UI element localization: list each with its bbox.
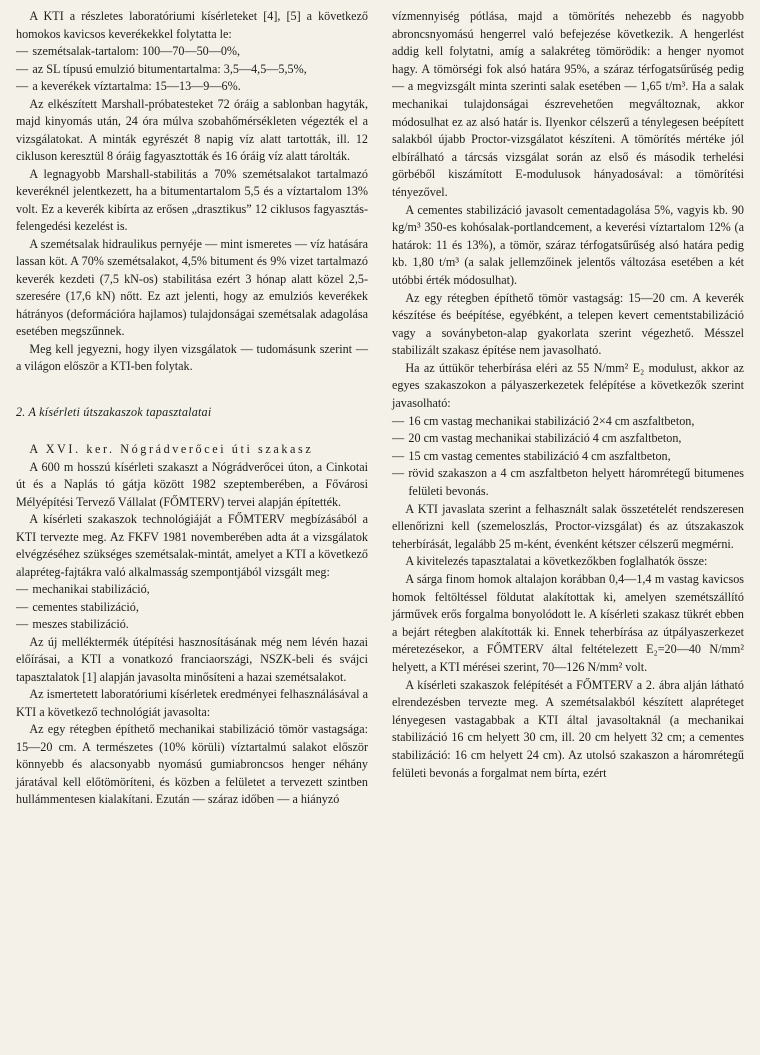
paragraph: vízmennyiség pótlása, majd a tömörítés nehezebb és nagyobb abroncsnyomású hengerrel való befejezése következik. A hengerlést addig kell folytatni, amíg a salakréteg tömörödik: a henger nyomot hagy. A tömörségi fok alsó határa 95%, a száraz térfogatsűrűség pedig — a megvizsgált minta szerinti salak esetében — 1,65 t/m³. Ha a salak mechanikai tulajdonságai észrevehetően megváltoznak, akkor módosulhat ez az alsó határ is. Ilyenkor célszerű a ténylegesen beépített salakból újabb Proctor-vizsgálatot készíteni. A tömörítés mértéke jól elbírálható a tárcsás vizsgálat során az első és második terhelési görbéből kiszámított E-modulusok hányadosával: a tömörítési tényezővel.: [392, 9, 744, 199]
paragraph: A cementes stabilizáció javasolt cementadagolása 5%, vagyis kb. 90 kg/m³ 350-es kohósalak-portlandcement, a keverési víztartalom 12% (a határok: 11 és 13%), a tömör, száraz térfogatsűrűség alsó határa pedig kb. 1,80 t/m³ (a salak jellemzőinek jelentős változása esetében a két utóbbi érték módosulhat).: [392, 202, 744, 287]
paragraph: A KTI a részletes laboratóriumi kísérleteket [4], [5] a következő homokos kavicsos keverékekkel folytatta le:: [16, 9, 368, 41]
right-column: [392, 8, 744, 1055]
paragraph: A legnagyobb Marshall-stabilitás a 70% szemétsalakot tartalmazó keveréknél jelentkezett, ha a bitumentartalom 5,5 és a víztartalom 13% volt. Ez a keverék kibírta az erősen „drasztikus” 12 ciklusos fagyasztás-felengedési kezelést is.: [16, 166, 368, 233]
list-item: — rövid szakaszon a 4 cm aszfaltbeton helyett háromrétegű bitumenes felületi bevonás.: [392, 465, 744, 500]
left-column: [16, 8, 368, 1055]
paragraph: Az új melléktermék útépítési hasznosításának még nem lévén hazai előírásai, a KTI a vonatkozó franciaországi, NSZK-beli és svájci tapasztalatok [1] alapján javasolta minősíteni a hazai szemétsalakot.: [16, 634, 368, 684]
paragraph: A KTI javaslata szerint a felhasznált salak összetételét rendszeresen ellenőrizni kell (szemeloszlás, Proctor-vizsgálat) és az útszakaszok teherbírását, legalább 25 m-ként, évenként kétszer célszerű megmérni.: [392, 501, 744, 551]
paragraph: Az egy rétegben építhető tömör vastagság: 15—20 cm. A keverék készítése és beépítése, egyébként, a telepen kevert cementstabilizáció vagy a soványbeton-alap gyakorlata szerint végezhető. Mésszel stabilizált szakasz építése nem javasolható.: [392, 290, 744, 358]
list-item: — cementes stabilizáció,: [16, 599, 368, 617]
paragraph: A szemétsalak hidraulikus pernyéje — mint ismeretes — víz hatására lassan köt. A 70% szemétsalakot, 4,5% bitument és 9% vizet tartalmazó keverék kezdeti (7,5 kN-os) stabilitása ezért 3 hónap alatt közel 2,5-szeresére (17,6 kN) nőtt. Ez azt jelenti, hogy az emulziós keverékek hátrányos (deformációra hajlamos) tulajdonságai szemétsalak adagolása esetében megszűnnek.: [16, 236, 368, 338]
paragraph: Az ismertetett laboratóriumi kísérletek eredményei felhasználásával a KTI a következő technológiát javasolta:: [16, 687, 368, 719]
subsection-title: A XVI. ker. Nógrádverőcei úti szakasz: [29, 442, 314, 456]
list-item: — az SL típusú emulzió bitumentartalma: 3,5—4,5—5,5%,: [16, 61, 368, 79]
list-item: — 20 cm vastag mechanikai stabilizáció 4 cm aszfaltbeton,: [392, 430, 744, 448]
paragraph: A sárga finom homok altalajon korábban 0,4—1,4 m vastag kavicsos homok feltöltéssel földutat alakítottak ki, amelyen szemétszállító járművek erős forgalma bonyolódott le. A kísérleti szakasz tükrét ebben a bejárt rétegben alakították ki. Ennek teherbírása az útpályaszerkezet méretezésekor, a FŐMTERV által feltételezett E₂=20—40 N/mm² helyett, a KTI mérései szerint, 70—126 N/mm² volt.: [392, 572, 744, 674]
list-item: — a keverékek víztartalma: 15—13—9—6%.: [16, 78, 368, 96]
paragraph: Az elkészített Marshall-próbatesteket 72 óráig a sablonban hagyták, majd kinyomás után, 24 óra múlva szobahőmérsékleten végezték el a vizsgálatokat. A minták egyrészét 8 napig víz alatt tartották, ill. 12 cikluson keresztül 8 óráig fagyasztották és 16 óráig víz alatt tárolták.: [16, 96, 368, 163]
list-item: — 15 cm vastag cementes stabilizáció 4 cm aszfaltbeton,: [392, 448, 744, 466]
paragraph: Meg kell jegyezni, hogy ilyen vizsgálatok — tudomásunk szerint — a világon először a KTI-ben folytak.: [16, 341, 368, 373]
paragraph: A kísérleti szakaszok felépítését a FŐMTERV a 2. ábra alján látható elrendezésben tervezte meg. A szemétsalakból készített alapréteget lényegesen vastagabbak a KTI által javasoltaknál (a mechanikai stabilizáció 16 cm helyett 30 cm, ill. 20 cm helyett 32 cm; a cementes stabilizáció: 16 cm helyett 24 cm). Az utolsó szakaszon a háromrétegű felületi bevonás a forgalmat nem bírta, ezért: [392, 677, 744, 780]
list-item: — meszes stabilizáció.: [16, 616, 368, 634]
list-item: — szemétsalak-tartalom: 100—70—50—0%,: [16, 43, 368, 61]
paragraph: Ha az úttükör teherbírása eléri az 55 N/mm² E₂ modulust, akkor az egyes szakaszokon a pályaszerkezetek felépítése a következők szerint javasolható:: [392, 360, 744, 411]
section-title: 2. A kísérleti útszakaszok tapasztalatai: [16, 404, 212, 419]
paragraph: A kísérleti szakaszok technológiáját a FŐMTERV megbízásából a KTI tervezte meg. Az FKFV 1981 novemberében adta át a vizsgálatok elvégzéséhez szükséges szemétsalak-mintát, amelyet a KTI a következő alapréteg-fajtákra való alkalmasság szempontjából vizsgált meg:: [16, 512, 368, 579]
paragraph: A kivitelezés tapasztalatai a következőkben foglalhatók össze:: [405, 554, 708, 569]
list-item: — mechanikai stabilizáció,: [16, 581, 368, 599]
paragraph: Az egy rétegben építhető mechanikai stabilizáció tömör vastagsága: 15—20 cm. A természetes (10% körüli) víztartalmú salakot először könnyebb és alacsonyabb nyomású gumiabroncsos henger néhány járatával kell előtömöríteni, és közben a felületet a tervezett szintben hullámmentesen kialakítani. Ezután — száraz időben — a hiányzó: [16, 722, 368, 806]
paragraph: A 600 m hosszú kísérleti szakaszt a Nógrádverőcei úton, a Cinkotai út és a Naplás tó gátja között 1982 szeptemberében, a Fővárosi Mélyépítési Tervező Vállalat (FŐMTERV) tervei alapján építették.: [16, 459, 368, 509]
list-item: — 16 cm vastag mechanikai stabilizáció 2×4 cm aszfaltbeton,: [392, 413, 744, 431]
